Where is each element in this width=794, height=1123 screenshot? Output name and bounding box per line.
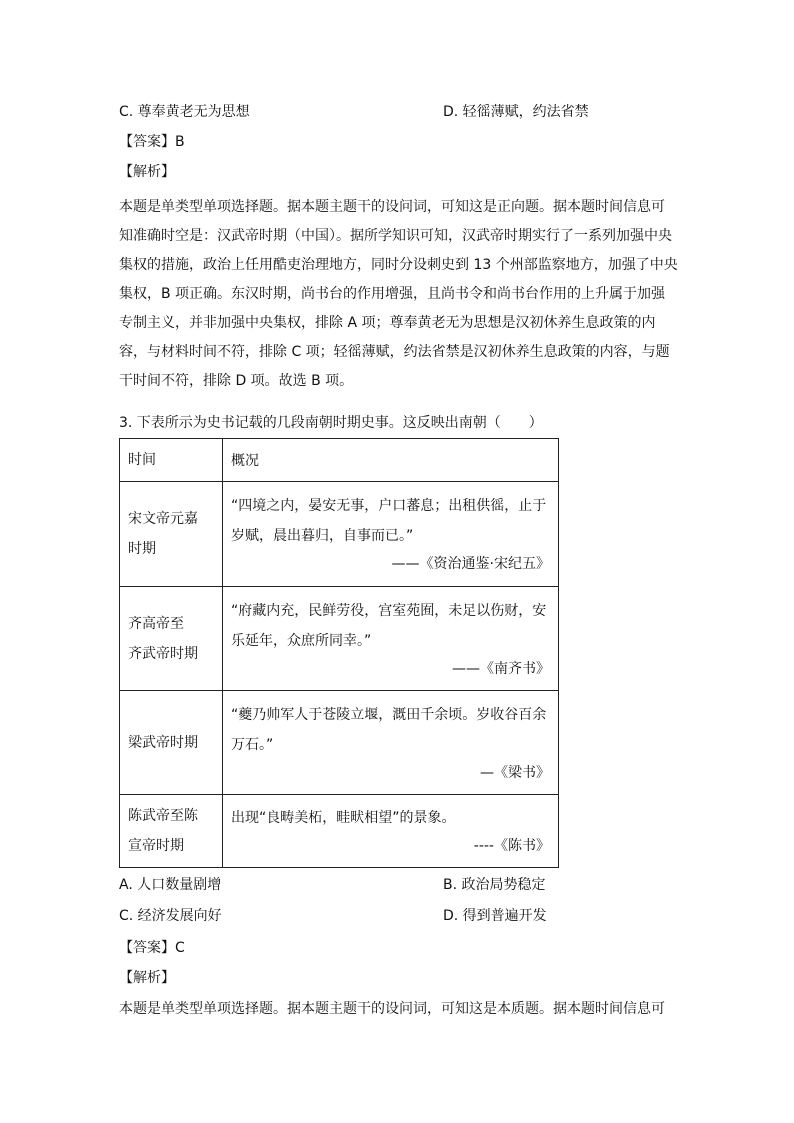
period-cell: 梁武帝时期 <box>120 691 223 795</box>
table-row <box>120 587 559 691</box>
analysis-title: 【解析】 <box>119 164 175 180</box>
option-d: D. 轻徭薄赋，约法省禁 <box>443 104 589 120</box>
analysis-line: 本题是单类型单项选择题。据本题主题干的设问词，可知这是本质题。据本题时间信息可 <box>119 1001 665 1017</box>
table-row <box>120 795 559 868</box>
analysis-line: 干时间不符，排除 D 项。故选 B 项。 <box>119 373 354 389</box>
table-row <box>120 691 559 795</box>
summary-cell: 出现“良畴美柘，畦畎相望”的景象。 ----《陈书》 <box>223 795 559 868</box>
header-summary: 概况 <box>223 439 559 482</box>
table-header-row <box>120 439 559 482</box>
option-a: A. 人口数量剧增 <box>119 877 222 893</box>
analysis-line: 容，与材料时间不符，排除 C 项；轻徭薄赋，约法省禁是汉初休养生息政策的内容，与题 <box>119 344 670 360</box>
history-table <box>119 438 559 868</box>
summary-cell: “四境之内，晏安无事，户口蕃息；出租供徭，止于 岁赋，晨出暮归，自事而已。” ——《资治通鉴·宋纪五》 <box>223 482 559 587</box>
source-citation: —《梁书》 <box>480 764 550 781</box>
option-c: C. 尊奉黄老无为思想 <box>119 104 250 120</box>
source-citation: ——《南齐书》 <box>452 660 550 677</box>
analysis-line: 本题是单类型单项选择题。据本题主题干的设问词，可知这是正向题。据本题时间信息可 <box>119 199 665 215</box>
analysis-line: 集权的措施，政治上任用酷吏治理地方，同时分设刺史到 13 个州部监察地方，加强了中央 <box>119 257 678 273</box>
option-d: D. 得到普遍开发 <box>443 908 547 924</box>
summary-cell: “夔乃帅军人于苍陵立堰，溉田千余顷。岁收谷百余 万石。” —《梁书》 <box>223 691 559 795</box>
analysis-line: 专制主义，并非加强中央集权，排除 A 项；尊奉黄老无为思想是汉初休养生息政策的内 <box>119 315 656 331</box>
answer-label: 【答案】C <box>119 940 185 956</box>
source-citation: ----《陈书》 <box>473 838 550 854</box>
header-time: 时间 <box>120 439 223 482</box>
option-b: B. 政治局势稳定 <box>443 877 546 893</box>
answer-label: 【答案】B <box>119 134 185 150</box>
analysis-title: 【解析】 <box>119 970 175 986</box>
period-cell: 宋文帝元嘉 时期 <box>120 482 223 587</box>
analysis-paragraph <box>119 193 678 396</box>
analysis-line: 集权，B 项正确。东汉时期，尚书台的作用增强，且尚书令和尚书台作用的上升属于加强 <box>119 286 666 302</box>
summary-cell: “府藏内充，民鲜劳役，宫室苑囿，未足以伤财，安 乐延年，众庶所同幸。” ——《南齐书》 <box>223 587 559 691</box>
analysis-line: 知准确时空是：汉武帝时期（中国）。据所学知识可知，汉武帝时期实行了一系列加强中央 <box>119 228 672 244</box>
table-row <box>120 482 559 587</box>
option-c: C. 经济发展向好 <box>119 908 222 924</box>
source-citation: ——《资治通鉴·宋纪五》 <box>391 556 550 572</box>
period-cell: 齐高帝至 齐武帝时期 <box>120 587 223 691</box>
question-3-stem: 3. 下表所示为史书记载的几段南朝时期史事。这反映出南朝（ ） <box>119 415 543 431</box>
period-cell: 陈武帝至陈 宣帝时期 <box>120 795 223 868</box>
